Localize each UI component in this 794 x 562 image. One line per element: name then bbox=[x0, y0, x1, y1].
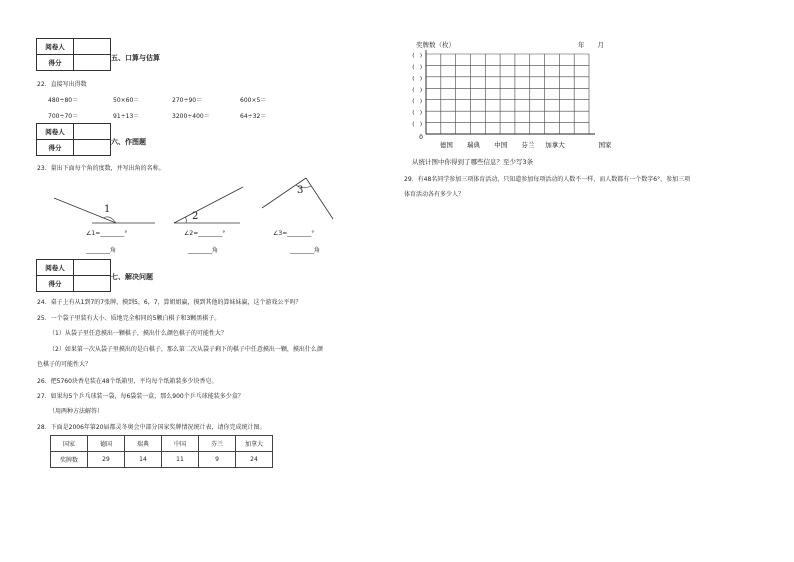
header-cell: 加拿大 bbox=[236, 436, 273, 452]
medal-table bbox=[50, 435, 273, 468]
y-tick-blank[interactable]: ( ) bbox=[412, 87, 422, 94]
reviewer-label: 阅卷人 bbox=[37, 39, 74, 55]
angle-2-number: 2 bbox=[192, 211, 199, 222]
y-tick-blank[interactable]: ( ) bbox=[412, 64, 422, 71]
q25-part-1: （1）从袋子里任意摸出一颗棋子，摸出什么颜色棋子的可能性大？ bbox=[49, 330, 227, 337]
reviewer-label: 阅卷人 bbox=[37, 124, 74, 140]
angle-1-name-blank[interactable]: ________角 bbox=[86, 247, 117, 254]
chart-grid bbox=[426, 50, 595, 134]
header-cell: 中国 bbox=[162, 436, 199, 452]
q23-label: 23．量出下面每个角的度数，并写出角的名称。 bbox=[37, 165, 165, 172]
chart-date-label: 年 月 bbox=[578, 41, 604, 49]
q25-part-2b: 色棋子的可能性大？ bbox=[37, 361, 92, 368]
y-tick-blank[interactable]: ( ) bbox=[412, 75, 422, 82]
x-tick-label: 中国 bbox=[494, 141, 508, 149]
q22-item-5: 700÷70＝ bbox=[48, 113, 79, 120]
value-cell: 24 bbox=[236, 452, 273, 468]
angle-1-degree-blank[interactable]: ∠1=________° bbox=[86, 230, 128, 237]
value-cell: 29 bbox=[88, 452, 125, 468]
angle-2-degree-blank[interactable]: ∠2=________° bbox=[184, 230, 226, 237]
section-6-title: 六、作图题 bbox=[111, 138, 146, 146]
angle-2-name-blank[interactable]: ________角 bbox=[188, 247, 219, 254]
q25-part-2a: （2）如果第一次从袋子里摸出的是白棋子，那么第二次从袋子剩下的棋子中任意摸出一颗，摸出什么颜 bbox=[49, 346, 323, 353]
reviewer-cell bbox=[74, 260, 111, 276]
score-cell bbox=[74, 276, 111, 292]
q22-item-2: 50×60＝ bbox=[113, 97, 140, 104]
chart-ylabel: 奖牌数（枚） bbox=[416, 41, 455, 49]
y-tick-blank[interactable]: ( ) bbox=[412, 53, 422, 59]
row-label: 奖牌数 bbox=[51, 452, 88, 468]
x-tick-label: 加拿大 bbox=[545, 141, 565, 149]
q22-item-6: 91÷13＝ bbox=[113, 113, 140, 120]
q24-text: 24．桌子上有从1到7的7张牌，摸到5，6，7，算姐姐赢，摸到其他的算妹妹赢，这个游戏公平吗？ bbox=[37, 299, 302, 306]
angle-3-degree-blank[interactable]: ∠3=________° bbox=[273, 230, 315, 237]
table-row bbox=[51, 436, 273, 452]
chart-x-axis-name: 国家 bbox=[598, 141, 612, 149]
score-label: 得分 bbox=[37, 276, 74, 292]
q29-line-1: 29．有48名同学参加三项体育活动，只知道参加每项活动的人数不一样，而人数都有一个数字6°，参加三项 bbox=[404, 176, 691, 183]
x-tick-label: 德国 bbox=[439, 141, 453, 149]
y-tick-blank[interactable]: ( ) bbox=[412, 98, 422, 105]
q22-label: 22．直接写出得数 bbox=[37, 81, 87, 88]
y-tick-blank[interactable]: ( ) bbox=[412, 110, 422, 117]
q25-stem: 25．一个袋子里装有大小、质地完全相同的5颗白棋子和3颗黑棋子。 bbox=[37, 315, 221, 322]
header-cell: 瑞典 bbox=[125, 436, 162, 452]
x-tick-label: 瑞典 bbox=[467, 141, 481, 149]
q22-item-4: 600×5＝ bbox=[240, 97, 267, 104]
chart-origin: 0 bbox=[419, 134, 423, 141]
q28-text: 28．下面是2006年第20届都灵冬奥会中部分国家奖牌情况统计表，请你完成统计图。 bbox=[37, 424, 266, 431]
q22-item-7: 3200÷400＝ bbox=[172, 113, 210, 120]
score-label: 得分 bbox=[37, 55, 74, 71]
section-7-title: 七、解决问题 bbox=[111, 273, 153, 281]
q26-text: 26．把5760块香皂装在48个纸箱里，平均每个纸箱装多少块香皂。 bbox=[37, 378, 218, 385]
value-cell: 11 bbox=[162, 452, 199, 468]
header-cell: 芬兰 bbox=[199, 436, 236, 452]
table-row bbox=[51, 452, 273, 468]
chart-x-categories bbox=[440, 140, 565, 149]
angle-3-number: 3 bbox=[297, 185, 304, 196]
header-cell: 国家 bbox=[51, 436, 88, 452]
angle-1-number: 1 bbox=[104, 204, 111, 215]
value-cell: 14 bbox=[125, 452, 162, 468]
q22-item-1: 480÷80＝ bbox=[48, 97, 79, 104]
value-cell: 9 bbox=[199, 452, 236, 468]
reviewer-label: 阅卷人 bbox=[37, 260, 74, 276]
section-5-title: 五、口算与估算 bbox=[111, 54, 160, 62]
header-cell: 德国 bbox=[88, 436, 125, 452]
q29-line-2: 体育活动各有多少人？ bbox=[404, 191, 465, 198]
angle-3-name-blank[interactable]: ________角 bbox=[290, 247, 321, 254]
q22-item-8: 64÷32＝ bbox=[240, 113, 267, 120]
chart-y-blanks[interactable] bbox=[412, 53, 422, 128]
score-label: 得分 bbox=[37, 140, 74, 156]
q27-text: 27．如果每5个乒乓球装一袋，每6袋装一盒，那么900个乒乓球能装多少盒？ bbox=[37, 393, 244, 400]
after-chart-prompt: 从统计图中你得到了哪些信息？至少写3条 bbox=[412, 158, 534, 166]
q22-item-3: 270÷90＝ bbox=[172, 97, 203, 104]
q27-note: （用两种方法解答） bbox=[49, 408, 104, 415]
blank-bar-chart bbox=[405, 48, 630, 158]
x-tick-label: 芬兰 bbox=[521, 141, 535, 149]
y-tick-blank[interactable]: ( ) bbox=[412, 121, 422, 128]
score-box-3 bbox=[36, 259, 111, 292]
angle-2 bbox=[174, 187, 243, 223]
